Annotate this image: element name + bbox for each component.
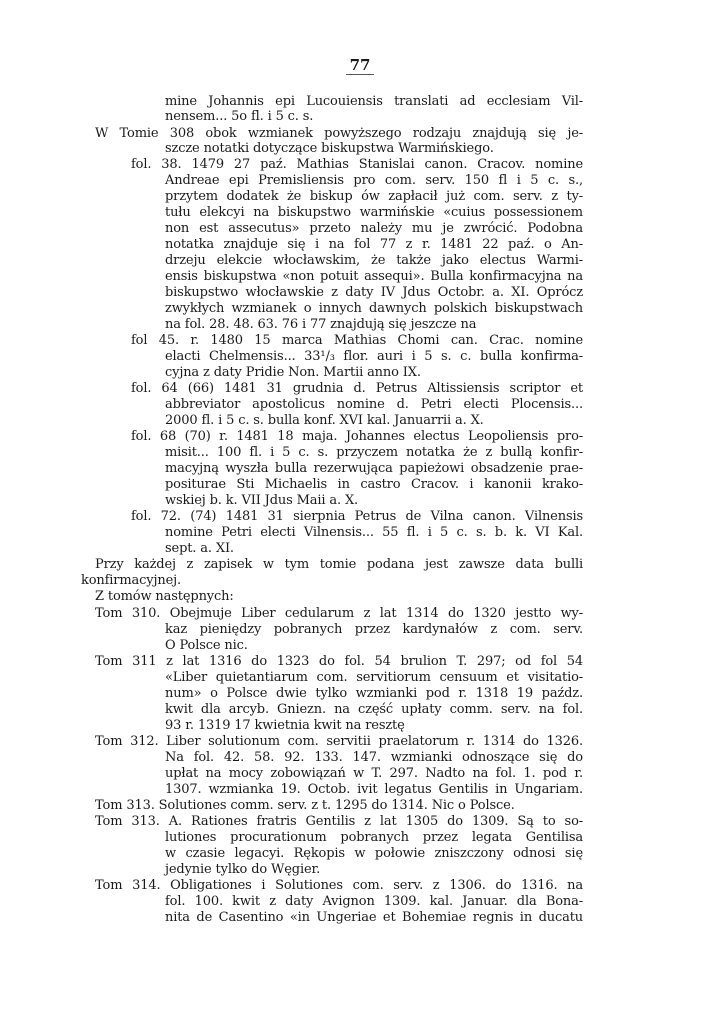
text-line: ensis biskupstwa «non potuit assequi». Bulla konfirmacyjna na [165, 269, 583, 284]
text-line: sept. a. XI. [165, 541, 234, 556]
text-line: na fol. 28. 48. 63. 76 i 77 znajdują się jeszcze na [165, 317, 477, 332]
text-line: kaz pieniędzy pobranych przez kardynałów z com. serv. [165, 622, 583, 637]
text-line: cyjna z daty Pridie Non. Martii anno IX. [165, 365, 421, 380]
text-line: wskiej b. k. VII Jdus Maii a. X. [165, 493, 359, 508]
text-line: zwykłych wzmianek o innych dawnych polskich biskupstwach [165, 301, 583, 316]
text-line: fol 45. r. 1480 15 marca Mathias Chomi can. Crac. nomine [131, 333, 583, 348]
text-line: fol. 100. kwit z daty Avignon 1309. kal. Januar. dla Bona- [165, 894, 583, 909]
text-line: Tom 313. A. Rationes fratris Gentilis z lat 1305 do 1309. Są to so- [95, 814, 583, 829]
text-line: O Polsce nic. [165, 638, 248, 653]
text-line: biskupstwo włocławskie z daty IV Jdus Octobr. a. XI. Oprócz [165, 285, 583, 300]
page-number: 77 [0, 56, 720, 74]
text-line: 93 r. 1319 17 kwietnia kwit na resztę [165, 718, 405, 733]
text-line: tułu elekcyi na biskupstwo warmińskie «cuius possessionem [165, 205, 583, 220]
text-line: nensem... 5o fl. i 5 c. s. [165, 109, 314, 124]
text-line: szcze notatki dotyczące biskupstwa Warmińskiego. [165, 141, 494, 156]
text-line: notatka znajduje się i na fol 77 z r. 1481 22 paź. o An- [165, 237, 583, 252]
text-line: num» o Polsce dwie tylko wzmianki pod r. 1318 19 paźdz. [165, 686, 583, 701]
text-line: Tom 310. Obejmuje Liber cedularum z lat 1314 do 1320 jestto wy- [95, 606, 583, 621]
text-line: macyjną wyszła bulla rezerwująca papieżowi obsadzenie prae- [165, 461, 583, 476]
text-line: nomine Petri electi Vilnensis... 55 fl. i 5 c. s. b. k. VI Kal. [165, 525, 583, 540]
text-line: W Tomie 308 obok wzmianek powyższego rodzaju znajdują się je- [95, 126, 583, 141]
text-line: Tom 312. Liber solutionum com. servitii praelatorum r. 1314 do 1326. [95, 734, 583, 749]
text-line: upłat na mocy zobowiązań w T. 297. Nadto na fol. 1. pod r. [165, 766, 583, 781]
text-line: jedynie tylko do Węgier. [165, 862, 321, 877]
text-line: Na fol. 42. 58. 92. 133. 147. wzmianki odnoszące się do [165, 750, 583, 765]
text-line: «Liber quietantiarum com. servitiorum censuum et visitatio- [165, 670, 583, 685]
text-line: fol. 64 (66) 1481 31 grudnia d. Petrus Altissiensis scriptor et [131, 381, 583, 396]
text-line: 1307. wzmianka 19. Octob. ivit legatus Gentilis in Ungariam. [165, 782, 583, 797]
text-line: positurae Sti Michaelis in castro Cracov. i kanonii krako- [165, 477, 583, 492]
text-line: fol. 72. (74) 1481 31 sierpnia Petrus de Vilna canon. Vilnensis [131, 509, 583, 524]
text-line: Przy każdej z zapisek w tym tomie podana jest zawsze data bulli [95, 557, 583, 572]
text-line: misit... 100 fl. i 5 c. s. przyczem notatka że z bullą konfir- [165, 445, 583, 460]
text-line: non est assecutus» przeto należy mu je zwrócić. Podobna [165, 221, 583, 236]
text-line: nita de Casentino «in Ungeriae et Bohemiae regnis in ducatu [165, 910, 583, 925]
text-line: mine Johannis epi Lucouiensis translati ad ecclesiam Vil- [165, 94, 583, 109]
text-line: abbreviator apostolicus nomine d. Petri electi Plocensis... [165, 397, 583, 412]
text-line: Tom 313. Solutiones comm. serv. z t. 1295 do 1314. Nic o Polsce. [95, 798, 515, 813]
text-line: 2000 fl. i 5 c. s. bulla konf. XVI kal. Januarrii a. X. [165, 413, 484, 428]
text-line: Z tomów następnych: [95, 589, 234, 604]
text-line: konfirmacyjnej. [81, 573, 181, 588]
text-line: lutiones procurationum pobranych przez legata Gentilisa [165, 830, 583, 845]
text-line: fol. 38. 1479 27 paź. Mathias Stanislai canon. Cracov. nomine [131, 157, 583, 172]
text-line: przytem dodatek że biskup ów zapłacił już com. serv. z ty- [165, 189, 583, 204]
text-line: Tom 314. Obligationes i Solutiones com. serv. z 1306. do 1316. na [95, 878, 583, 893]
text-line: drzeju elekcie włocławskim, że także jako electus Warmi- [165, 253, 583, 268]
text-line: kwit dla arcyb. Gniezn. na część upłaty comm. serv. na fol. [165, 702, 583, 717]
text-line: fol. 68 (70) r. 1481 18 maja. Johannes electus Leopoliensis pro- [131, 429, 583, 444]
text-line: w czasie legacyi. Rękopis w połowie zniszczony odnosi się [165, 846, 583, 861]
text-line: elacti Chelmensis... 33¹/₃ flor. auri i 5 s. c. bulla konfirma- [165, 349, 583, 364]
text-line: Andreae epi Premisliensis pro com. serv. 150 fl i 5 c. s., [165, 173, 583, 188]
text-line: Tom 311 z lat 1316 do 1323 do fol. 54 brulion T. 297; od fol 54 [95, 654, 583, 669]
